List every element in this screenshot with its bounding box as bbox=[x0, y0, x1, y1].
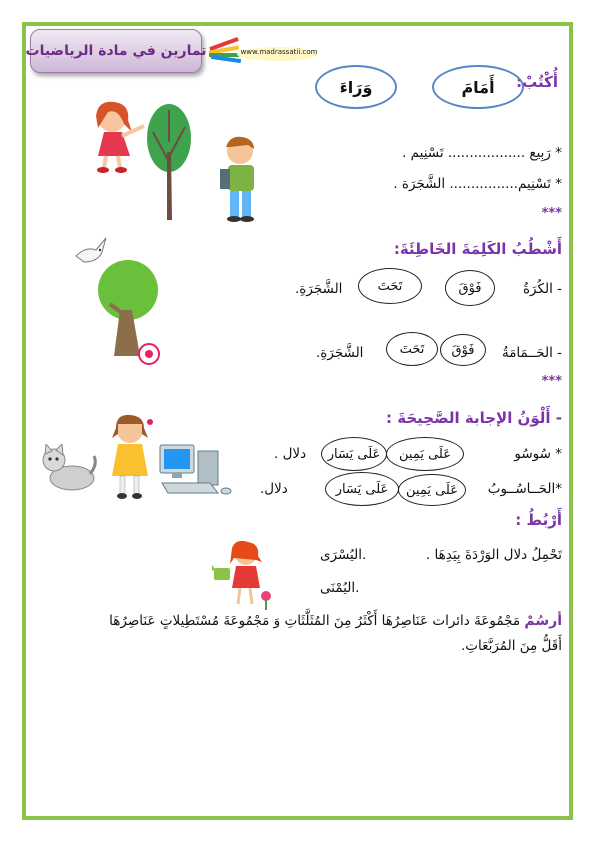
girl-illustration bbox=[104, 412, 160, 500]
choice-amama[interactable]: أَمَامَ bbox=[432, 65, 524, 109]
worksheet-title: تمارين في مادة الرياضيات bbox=[30, 29, 202, 73]
section3-line1-end: دلال . bbox=[274, 446, 307, 462]
word-tahta-1[interactable]: تَحَتَ bbox=[358, 268, 422, 304]
section4-option-left[interactable]: .اليُسْرَى bbox=[320, 547, 367, 563]
computer-illustration bbox=[158, 443, 234, 497]
word-fawqa-2[interactable]: فَوْقَ bbox=[440, 334, 486, 366]
section2-heading: أَشْطُبُ الكَلِمَةَ الخَاطِئَةَ: bbox=[393, 240, 562, 258]
section5-heading: أرسُمْ bbox=[524, 613, 562, 629]
section2-stars: *** bbox=[541, 374, 562, 389]
section2-line1-end: الشَّجَرَةِ. bbox=[295, 281, 343, 297]
word-yamin-2[interactable]: عَلَى يَمِين bbox=[398, 474, 466, 506]
section3-line1-start: * سُوسُو bbox=[514, 446, 562, 462]
section2-line2-end: الشَّجَرَةِ. bbox=[316, 345, 364, 361]
girl-pointing-illustration bbox=[88, 98, 148, 174]
section4-option-right[interactable]: .اليُمْنَى bbox=[320, 580, 360, 596]
girl-watering-illustration bbox=[212, 540, 276, 612]
word-yasar-2[interactable]: عَلَى يَسَار bbox=[325, 472, 399, 506]
section5-text1: مَجْمُوعَةَ دائرات عَنَاصِرُهَا أَكْثَرُ مِنَ المُثَلَّثَاتِ وَ مَجْمُوعَةَ مُسْتَطِيلاتٍ عَنَاصِرُهَا bbox=[109, 613, 521, 629]
boy-illustration bbox=[216, 135, 266, 223]
cat-illustration bbox=[40, 444, 98, 492]
section5-paragraph bbox=[109, 613, 562, 629]
ball-icon bbox=[138, 343, 160, 365]
word-yasar-1[interactable]: عَلَى يَسَار bbox=[321, 437, 387, 471]
website-url: www.madrassatii.com bbox=[240, 48, 318, 56]
choice-waraa[interactable]: وَرَاءَ bbox=[315, 65, 397, 109]
section3-line2-end: دلال. bbox=[260, 481, 288, 497]
section4-heading: أَرْبُطُ : bbox=[515, 511, 562, 529]
website-logo bbox=[207, 36, 317, 64]
section4-sentence: تَحْمِلُ دلال الوَرْدَةَ بِيَدِهَا . bbox=[425, 547, 562, 563]
section3-heading: - أَلْوَنُ الإجابة الصَّحِيحَةَ : bbox=[386, 409, 562, 427]
section2-line2-start: - الحَــمَامَةُ bbox=[501, 345, 562, 361]
section5-text2: أَقَلُّ مِنَ المُرَبَّعَاتِ. bbox=[460, 638, 562, 654]
section2-line1-start: - الكُرَةُ bbox=[522, 281, 562, 297]
word-yamin-1[interactable]: عَلَى يَمِين bbox=[386, 437, 464, 471]
section1-stars: *** bbox=[541, 206, 562, 221]
tree-illustration bbox=[143, 102, 195, 220]
section3-line2-start: *الحَــاسُــوبُ bbox=[487, 481, 562, 497]
word-fawqa-1[interactable]: فَوْقَ bbox=[445, 270, 495, 306]
section1-heading: أُكْتُبْ: bbox=[516, 73, 558, 91]
word-tahta-2[interactable]: تَحَتَ bbox=[386, 332, 438, 366]
section1-line2: * تَسْنِيم................ الشَّجَرَة . bbox=[393, 176, 562, 192]
section1-line1: * رَبِيع .................. تَسْنِيم . bbox=[402, 145, 562, 161]
